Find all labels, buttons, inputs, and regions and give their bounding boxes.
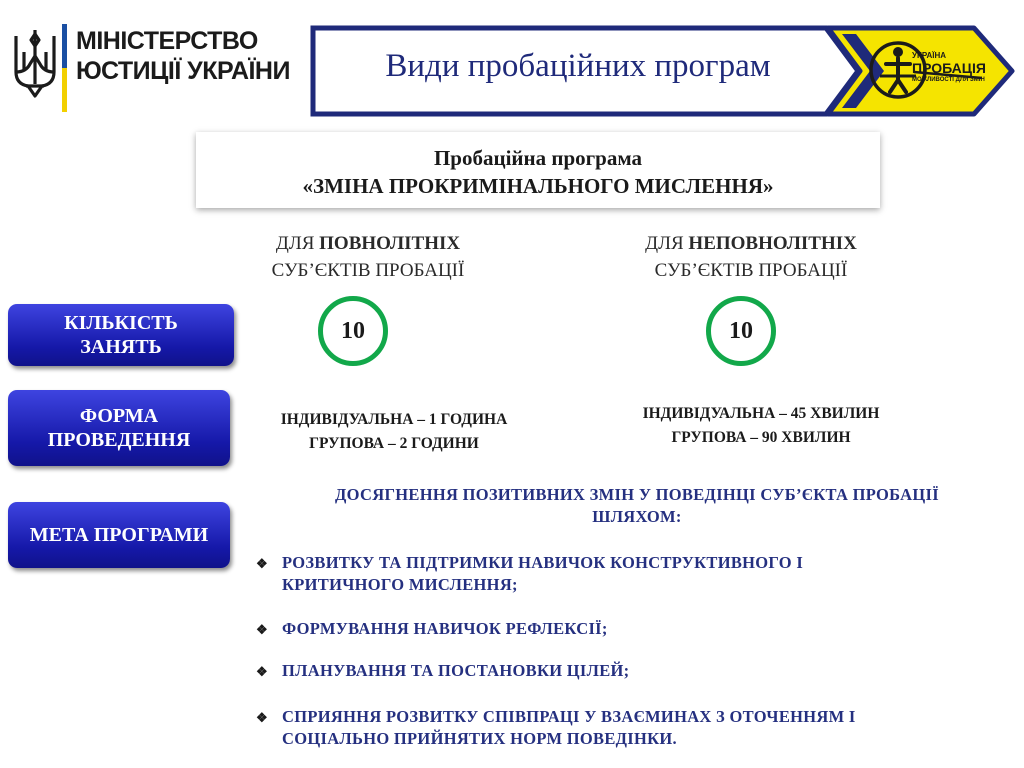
adults-format-individual: ІНДИВІДУАЛЬНА – 1 ГОДИНА <box>280 411 508 428</box>
goal-item <box>256 618 996 641</box>
diamond-bullet-icon: ❖ <box>256 710 268 725</box>
program-name: «ЗМІНА ПРОКРИМІНАЛЬНОГО МИСЛЕННЯ» <box>302 174 774 198</box>
minors-prefix: ДЛЯ <box>645 233 689 254</box>
flag-bar <box>62 24 67 112</box>
ministry-line-2: ЮСТИЦІЇ УКРАЇНИ <box>76 57 290 85</box>
adults-emphasis: ПОВНОЛІТНІХ <box>319 233 461 254</box>
form-of-conduct-button[interactable] <box>8 390 230 466</box>
adults-format-group: ГРУПОВА – 2 ГОДИНИ <box>309 435 479 452</box>
goal-item-4-line-1: СПРИЯННЯ РОЗВИТКУ СПІВПРАЦІ У ВЗАЄМИНАХ З ОТОЧЕННЯМ І <box>282 707 856 726</box>
adults-prefix: ДЛЯ <box>275 233 320 254</box>
minors-format <box>606 402 916 450</box>
goal-item-1-line-1: РОЗВИТКУ ТА ПІДТРИМКИ НАВИЧОК КОНСТРУКТИВНОГО І <box>282 553 804 572</box>
sessions-label-2: ЗАНЯТЬ <box>80 336 162 358</box>
logo-line-1: УКРАЇНА <box>912 51 947 60</box>
page-title: Види пробаційних програм <box>385 48 771 84</box>
ministry-name <box>76 26 316 86</box>
program-label: Пробаційна програма <box>433 146 643 170</box>
minors-subtitle: СУБ’ЄКТІВ ПРОБАЦІЇ <box>654 260 848 281</box>
sessions-label-1: КІЛЬКІСТЬ <box>64 312 178 334</box>
diamond-bullet-icon: ❖ <box>256 556 268 571</box>
minors-column-header <box>571 230 931 284</box>
goal-item-3-line-1: ПЛАНУВАННЯ ТА ПОСТАНОВКИ ЦІЛЕЙ; <box>282 661 630 680</box>
diamond-bullet-icon: ❖ <box>256 664 268 679</box>
diamond-bullet-icon: ❖ <box>256 622 268 637</box>
goal-intro <box>272 484 1002 528</box>
format-label-2: ПРОВЕДЕННЯ <box>47 429 191 451</box>
goal-intro-line-2: ШЛЯХОМ: <box>592 507 682 526</box>
goal-item <box>256 660 996 683</box>
goal-item-4-line-2: СОЦІАЛЬНО ПРИЙНЯТИХ НОРМ ПОВЕДІНКИ. <box>282 729 677 748</box>
goal-item-1-line-2: КРИТИЧНОГО МИСЛЕННЯ; <box>282 575 518 594</box>
trident-emblem-icon <box>12 26 58 102</box>
goal-item <box>256 706 996 750</box>
adults-subtitle: СУБ’ЄКТІВ ПРОБАЦІЇ <box>271 260 465 281</box>
format-label-1: ФОРМА <box>79 405 159 427</box>
minors-format-individual: ІНДИВІДУАЛЬНА – 45 ХВИЛИН <box>642 405 880 422</box>
ministry-line-1: МІНІСТЕРСТВО <box>76 27 258 55</box>
logo-line-2: ПРОБАЦІЯ <box>912 60 986 76</box>
goal-intro-line-1: ДОСЯГНЕННЯ ПОЗИТИВНИХ ЗМІН У ПОВЕДІНЦІ СУБ’ЄКТА ПРОБАЦІЇ <box>335 485 939 504</box>
minors-sessions-circle <box>706 296 776 366</box>
minors-format-group: ГРУПОВА – 90 ХВИЛИН <box>671 429 851 446</box>
goal-item-2-line-1: ФОРМУВАННЯ НАВИЧОК РЕФЛЕКСІЇ; <box>282 619 608 638</box>
adults-format <box>244 408 544 456</box>
program-goal-button[interactable] <box>8 502 230 568</box>
adults-column-header <box>188 230 548 284</box>
probation-logo-text <box>912 50 1002 86</box>
logo-line-3: МОЖЛИВОСТІ ДЛЯ ЗМІН <box>912 77 985 83</box>
sessions-count-button[interactable] <box>8 304 234 366</box>
adults-sessions-value: 10 <box>341 317 365 344</box>
minors-emphasis: НЕПОВНОЛІТНІХ <box>688 233 857 254</box>
goal-label: МЕТА ПРОГРАМИ <box>29 524 209 546</box>
adults-sessions-circle <box>318 296 388 366</box>
goal-item <box>256 552 996 596</box>
program-title-box <box>196 132 880 208</box>
minors-sessions-value: 10 <box>729 317 753 344</box>
